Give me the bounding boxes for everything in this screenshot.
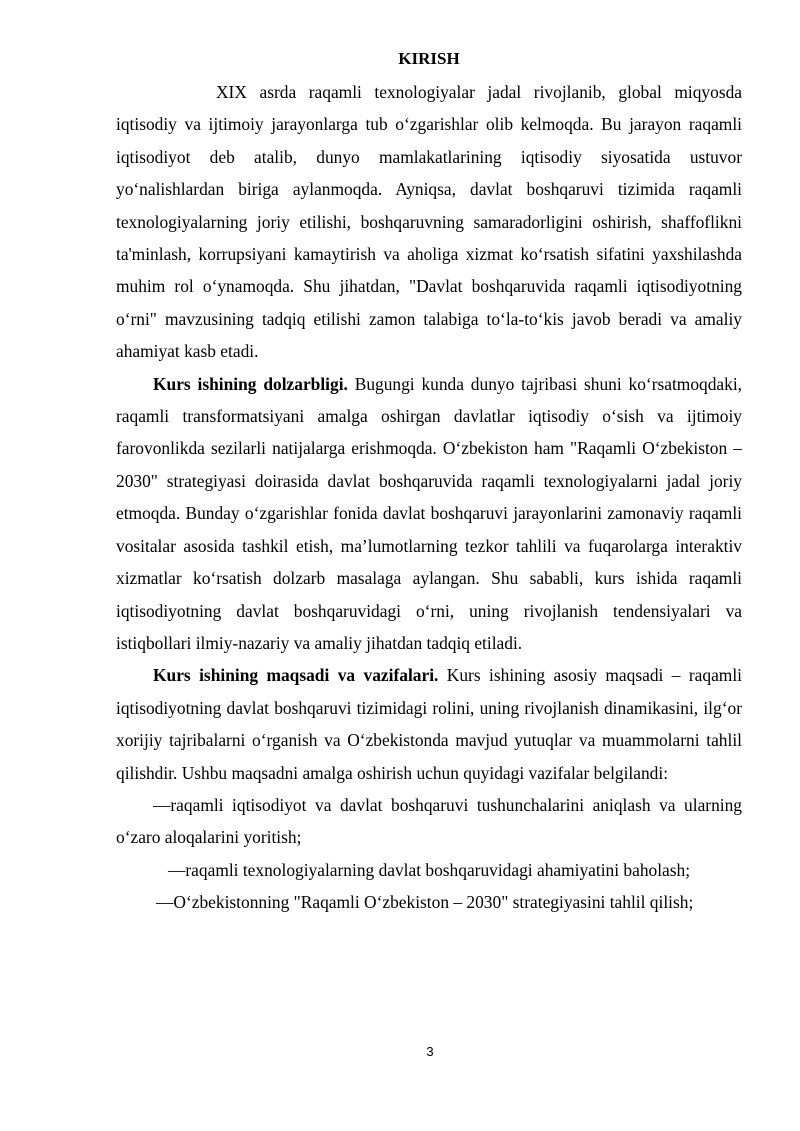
page-title: KIRISH (398, 49, 460, 68)
task-item: —raqamli iqtisodiyot va davlat boshqaruvi tushunchalarini aniqlash va ularning o‘zaro aloqalarini yoritish; (116, 794, 742, 848)
task-item: —O‘zbekistonning "Raqamli O‘zbekiston – 2030" strategiyasini tahlil qilish; (156, 892, 694, 913)
relevance-paragraph (116, 368, 742, 660)
relevance-text: Bugungi kunda dunyo tajribasi shuni ko‘rsatmoqdaki, raqamli transformatsiyani amalga oshirgan davlatlar iqtisodiy o‘sish va ijtimoiy farovonlikda sezilarli natijalarga erishmoqda. O‘zbekiston ham "Raqamli O‘zbekiston – 2030" strategiyasi doirasida davlat boshqaruvida raqamli texnologiyalarni jadal joriy etmoqda. Bunday o‘zgarishlar fonida davlat boshqaruvi jarayonlarini zamonaviy raqamli vositalar asosida tashkil etish, ma’lumotlarning tezkor tahlili va fuqarolarga interaktiv xizmatlar ko‘rsatish dolzarb masalaga aylangan. Shu sababli, kurs ishida raqamli iqtisodiyotning davlat boshqaruvidagi o‘rni, uning rivojlanish tendensiyalari va istiqbollari ilmiy-nazariy va amaliy jihatdan tadqiq etiladi. (116, 373, 743, 653)
task-item: —raqamli texnologiyalarning davlat boshqaruvidagi ahamiyatini baholash; (168, 859, 691, 880)
relevance-heading: Kurs ishining dolzarbligi. (153, 373, 348, 394)
goals-text: Kurs ishining asosiy maqsadi – raqamli iqtisodiyotning davlat boshqaruvi tizimidagi rolini, uning rivojlanish dinamikasini, ilg‘or xorijiy tajribalarni o‘rganish va O‘zbekistonda mavjud yutuqlar va muammolarni tahlil qilishdir. Ushbu maqsadni amalga oshirish uchun quyidagi vazifalar belgilandi: (116, 665, 742, 783)
document-page (116, 0, 742, 919)
goals-heading: Kurs ishining maqsadi va vazifalari. (153, 665, 439, 686)
intro-paragraph: XIX asrda raqamli texnologiyalar jadal rivojlanib, global miqyosda iqtisodiy va ijtimoiy jarayonlarga tub o‘zgarishlar olib kelmoqda. Bu jarayon raqamli iqtisodiyot deb atalib, dunyo mamlakatlarining iqtisodiy siyosatida ustuvor yo‘nalishlardan biriga aylanmoqda. Ayniqsa, davlat boshqaruvi tizimida raqamli texnologiyalarning joriy etilishi, boshqaruvning samaradorligini oshirish, shaffoflikni ta'minlash, korrupsiyani kamaytirish va aholiga xizmat ko‘rsatish sifatini yaxshilashda muhim rol o‘ynamoqda. Shu jihatdan, "Davlat boshqaruvida raqamli iqtisodiyotning o‘rni" mavzusining tadqiq etilishi zamon talabiga to‘la-to‘kis javob beradi va amaliy ahamiyat kasb etadi. (116, 82, 742, 362)
goals-paragraph (116, 659, 742, 789)
page-number: 3 (426, 1044, 434, 1059)
